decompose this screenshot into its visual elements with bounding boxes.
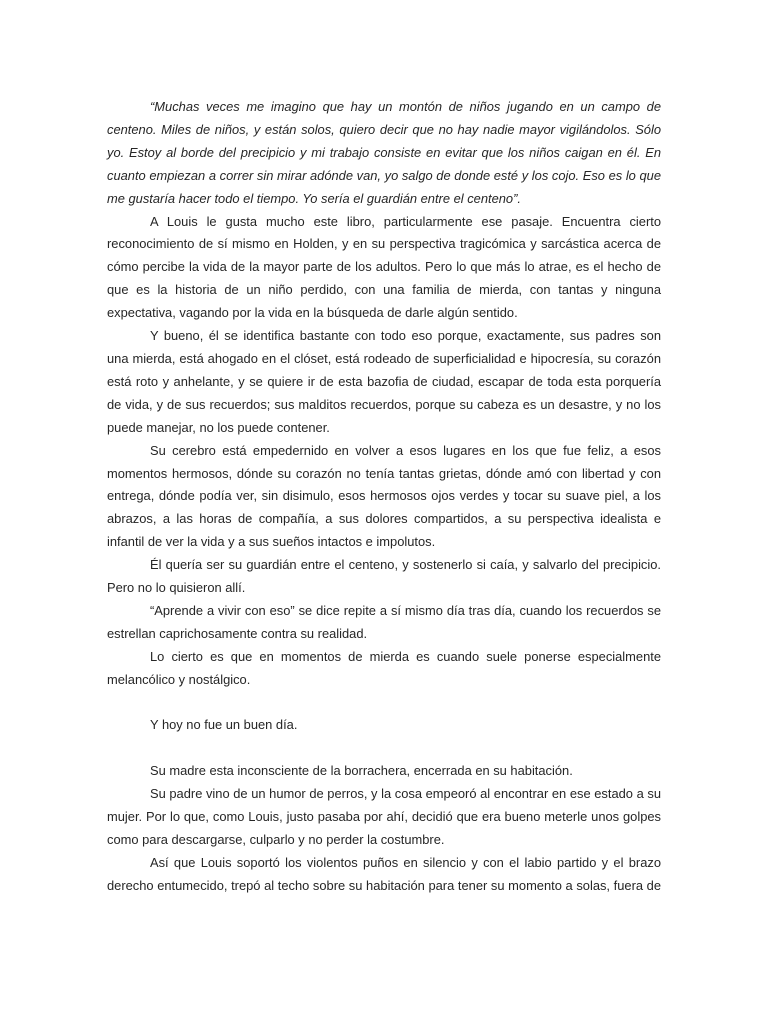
paragraph: Su cerebro está empedernido en volver a esos lugares en los que fue feliz, a esos momentos hermosos, dónde su corazón no tenía tantas grietas, dónde amó con libertad y con entrega, dónde podía ver, sin disimulo, esos hermosos ojos verdes y tocar su suave piel, a los abrazos, a las horas de compañía, a sus dolores compartidos, a su perspectiva idealista e infantil de ver la vida y a sus sueños intactos e impolutos. [107,442,661,550]
paragraph: Su madre esta inconsciente de la borrachera, encerrada en su habitación. [150,763,573,779]
paragraph: Lo cierto es que en momentos de mierda es cuando suele ponerse especialmente melancólico y nostálgico. [107,648,661,687]
paragraph: Y hoy no fue un buen día. [150,717,298,733]
paragraph-quote: “Muchas veces me imagino que hay un montón de niños jugando en un campo de centeno. Miles de niños, y están solos, quiero decir que no hay nadie mayor vigilándolos. Sólo yo. Estoy al borde del precipicio y mi trabajo consiste en evitar que los niños caigan en él. En cuanto empiezan a correr sin mirar adónde van, yo salgo de donde esté y los cojo. Eso es lo que me gustaría hacer todo el tiempo. Yo sería el guardián entre el centeno”. [107,99,661,206]
blank-line [107,737,661,760]
paragraph: A Louis le gusta mucho este libro, particularmente ese pasaje. Encuentra cierto reconocimiento de sí mismo en Holden, y en su perspectiva tragicómica y sarcástica acerca de cómo percibe la vida de la mayor parte de los adultos. Pero lo que más lo atrae, es el hecho de que es la historia de un niño perdido, con una familia de mierda, con tantas y ninguna expectativa, vagando por la vida en la búsqueda de darle algún sentido. [107,213,661,321]
paragraph: Él quería ser su guardián entre el centeno, y sostenerlo si caía, y salvarlo del precipicio. Pero no lo quisieron allí. [107,557,661,596]
document-body [107,96,661,898]
paragraph: Su padre vino de un humor de perros, y la cosa empeoró al encontrar en ese estado a su mujer. Por lo que, como Louis, justo pasaba por ahí, decidió que era bueno meterle unos golpes como para descargarse, culparlo y no perder la costumbre. [107,786,661,847]
paragraph: “Aprende a vivir con eso” se dice repite a sí mismo día tras día, cuando los recuerdos se estrellan caprichosamente contra su realidad. [107,602,661,641]
blank-line [107,692,661,715]
paragraph: Así que Louis soportó los violentos puños en silencio y con el labio partido y el brazo derecho entumecido, trepó al techo sobre su habitación para tener su momento a solas, fuera de [107,854,661,893]
paragraph: Y bueno, él se identifica bastante con todo eso porque, exactamente, sus padres son una mierda, está ahogado en el clóset, está rodeado de superficialidad e hipocresía, su corazón está roto y anhelante, y se quiere ir de esta bazofia de ciudad, escapar de toda esta porquería de vida, y de sus recuerdos; sus malditos recuerdos, porque su cabeza es un desastre, y no los puede manejar, no los puede contener. [107,328,661,435]
